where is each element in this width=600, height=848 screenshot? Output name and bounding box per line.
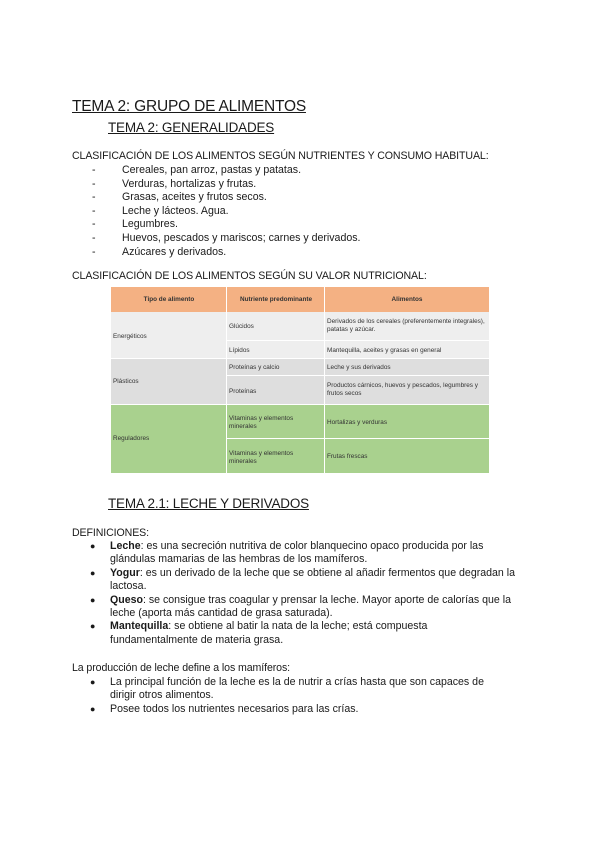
produccion-intro: La producción de leche define a los mamíferos: — [72, 662, 290, 674]
table-header-label: Alimentos — [391, 296, 423, 303]
definition-term: Queso — [110, 593, 143, 606]
list-item: - Grasas, aceites y frutos secos. — [92, 191, 360, 205]
section-heading-leche — [72, 496, 309, 511]
clasificacion-nutrientes-title: CLASIFICACIÓN DE LOS ALIMENTOS SEGÚN NUTRIENTES Y CONSUMO HABITUAL: — [72, 150, 489, 162]
bullet-icon: ● — [90, 567, 96, 578]
table-cell-alimentos: Leche y sus derivados — [327, 364, 391, 371]
table-cell-nutriente: Vitaminas y elementos minerales — [229, 450, 294, 465]
bullet-icon: ● — [90, 621, 96, 632]
list-item — [90, 703, 510, 716]
list-item: - Azúcares y derivados. — [92, 246, 360, 260]
bullet-icon: ● — [90, 677, 96, 687]
list-item-text: Posee todos los nutrientes necesarios para las crías. — [110, 702, 359, 715]
table-cell-alimentos: Frutas frescas — [327, 453, 368, 460]
food-group-list — [92, 164, 360, 259]
list-item: - Huevos, pescados y mariscos; carnes y derivados. — [92, 232, 360, 246]
section-heading-text: TEMA 2: GENERALIDADES — [108, 120, 275, 135]
list-item — [90, 540, 520, 567]
definition-text: : es una secreción nutritiva de color blanquecino opaco producida por las glándulas mamarias de las hembras de los mamíferos. — [110, 540, 484, 566]
table-cell-nutriente: Vitaminas y elementos minerales — [229, 415, 294, 430]
definition-text: : es un derivado de la leche que se obtiene al añadir fermentos que degradan la lactosa. — [110, 566, 515, 593]
clasificacion-valor-title: CLASIFICACIÓN DE LOS ALIMENTOS SEGÚN SU VALOR NUTRICIONAL: — [72, 270, 427, 282]
section-heading-generalidades — [72, 120, 274, 135]
table-cell-nutriente: Proteínas y calcio — [229, 364, 280, 371]
produccion-list — [90, 676, 510, 716]
bullet-icon: ● — [90, 541, 96, 551]
definition-text: : se obtiene al batir la nata de la leche; está compuesta fundamentalmente de materia grasa. — [110, 620, 428, 646]
list-item: - Legumbres. — [92, 218, 360, 232]
table-cell-tipo: Reguladores — [113, 435, 150, 442]
table-cell-alimentos: Hortalizas y verduras — [327, 419, 388, 426]
list-item — [90, 594, 520, 621]
table-cell-tipo: Plásticos — [113, 378, 139, 385]
list-item: - Cereales, pan arroz, pastas y patatas. — [92, 164, 360, 178]
definiciones-label: DEFINICIONES: — [72, 527, 149, 539]
table-header-label: Tipo de alimento — [143, 296, 195, 303]
table-cell-nutriente: Proteínas — [229, 388, 257, 395]
definition-term: Mantequilla — [110, 620, 169, 633]
bullet-icon: ● — [90, 703, 96, 714]
bullet-icon: ● — [90, 594, 96, 605]
table-header-label: Nutriente predominante — [239, 296, 313, 303]
definition-text: : se consigue tras coagular y prensar la leche. Mayor aporte de calorías que la leche (aporta más cantidad de grasa saturada). — [110, 593, 512, 620]
nutrition-table — [111, 287, 489, 473]
table-cell-tipo: Energéticos — [113, 333, 147, 340]
definitions-list — [90, 540, 520, 647]
list-item-text: La principal función de la leche es la de nutrir a crías hasta que son capaces de dirigir otros alimentos. — [110, 676, 484, 702]
definition-term: Yogur — [110, 566, 140, 579]
table-cell-nutriente: Lípidos — [229, 347, 250, 354]
list-item — [90, 567, 520, 594]
table-cell-nutriente: Glúcidos — [229, 323, 254, 330]
table-cell-alimentos: Productos cárnicos, huevos y pescados, legumbres y frutos secos — [327, 382, 478, 397]
list-item: - Verduras, hortalizas y frutas. — [92, 178, 360, 192]
section-heading-text: TEMA 2.1: LECHE Y DERIVADOS — [108, 496, 309, 511]
table-cell-alimentos: Mantequilla, aceites y grasas en general — [327, 347, 442, 354]
list-item — [90, 620, 470, 647]
list-item — [90, 676, 510, 703]
definition-term: Leche — [110, 540, 141, 552]
list-item: - Leche y lácteos. Agua. — [92, 205, 360, 219]
table-cell-alimentos: Derivados de los cereales (preferentemente integrales), patatas y azúcar. — [327, 318, 485, 333]
page-title: TEMA 2: GRUPO DE ALIMENTOS — [72, 98, 306, 115]
